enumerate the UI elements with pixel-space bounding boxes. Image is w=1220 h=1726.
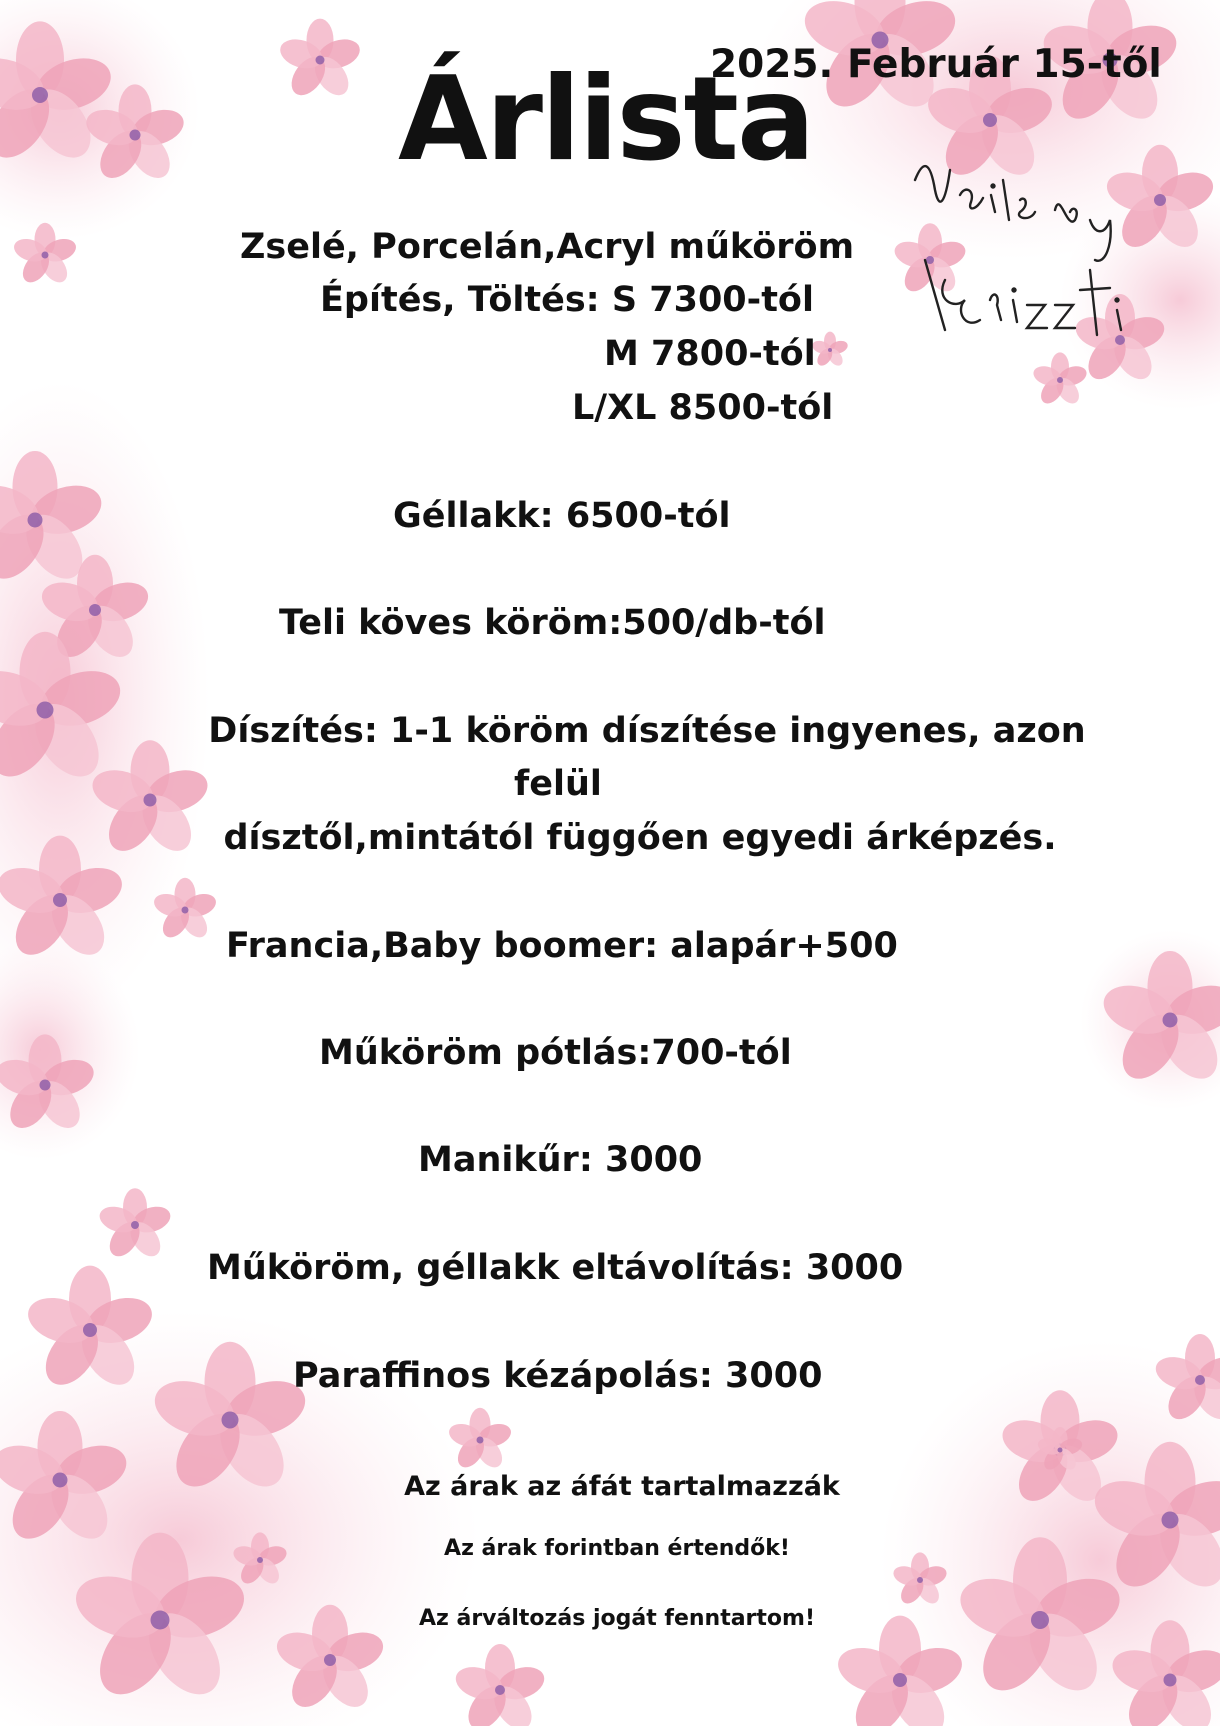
francia-price: Francia,Baby boomer: alapár+500	[226, 926, 898, 966]
acryl-price-lxl: L/XL 8500-tól	[572, 388, 834, 428]
vat-note: Az árak az áfát tartalmazzák	[404, 1471, 840, 1502]
diszites-line-3: dísztől,mintától függően egyedi árképzés.	[223, 818, 1057, 858]
paraffin-price: Paraffinos kézápolás: 3000	[293, 1356, 823, 1396]
diszites-line-1: Díszítés: 1-1 köröm díszítése ingyenes, azon	[208, 711, 1086, 751]
acryl-title: Zselé, Porcelán,Acryl műköröm	[240, 227, 855, 267]
koves-price: Teli köves köröm:500/db-tól	[279, 603, 826, 643]
currency-note: Az árak forintban értendők!	[444, 1536, 790, 1561]
price-change-note: Az árváltozás jogát fenntartom!	[419, 1606, 815, 1631]
acryl-price-m: M 7800-tól	[604, 334, 816, 374]
eltavolitas-price: Műköröm, géllakk eltávolítás: 3000	[207, 1248, 904, 1288]
valid-from-date: 2025. Február 15-től	[710, 42, 1162, 87]
manikur-price: Manikűr: 3000	[418, 1140, 703, 1180]
page-title: Árlista	[398, 52, 814, 187]
gellakk-price: Géllakk: 6500-tól	[393, 496, 731, 536]
potlas-price: Műköröm pótlás:700-tól	[319, 1033, 792, 1073]
diszites-line-2: felül	[514, 764, 602, 804]
acryl-price-s: Építés, Töltés: S 7300-tól	[320, 280, 814, 320]
